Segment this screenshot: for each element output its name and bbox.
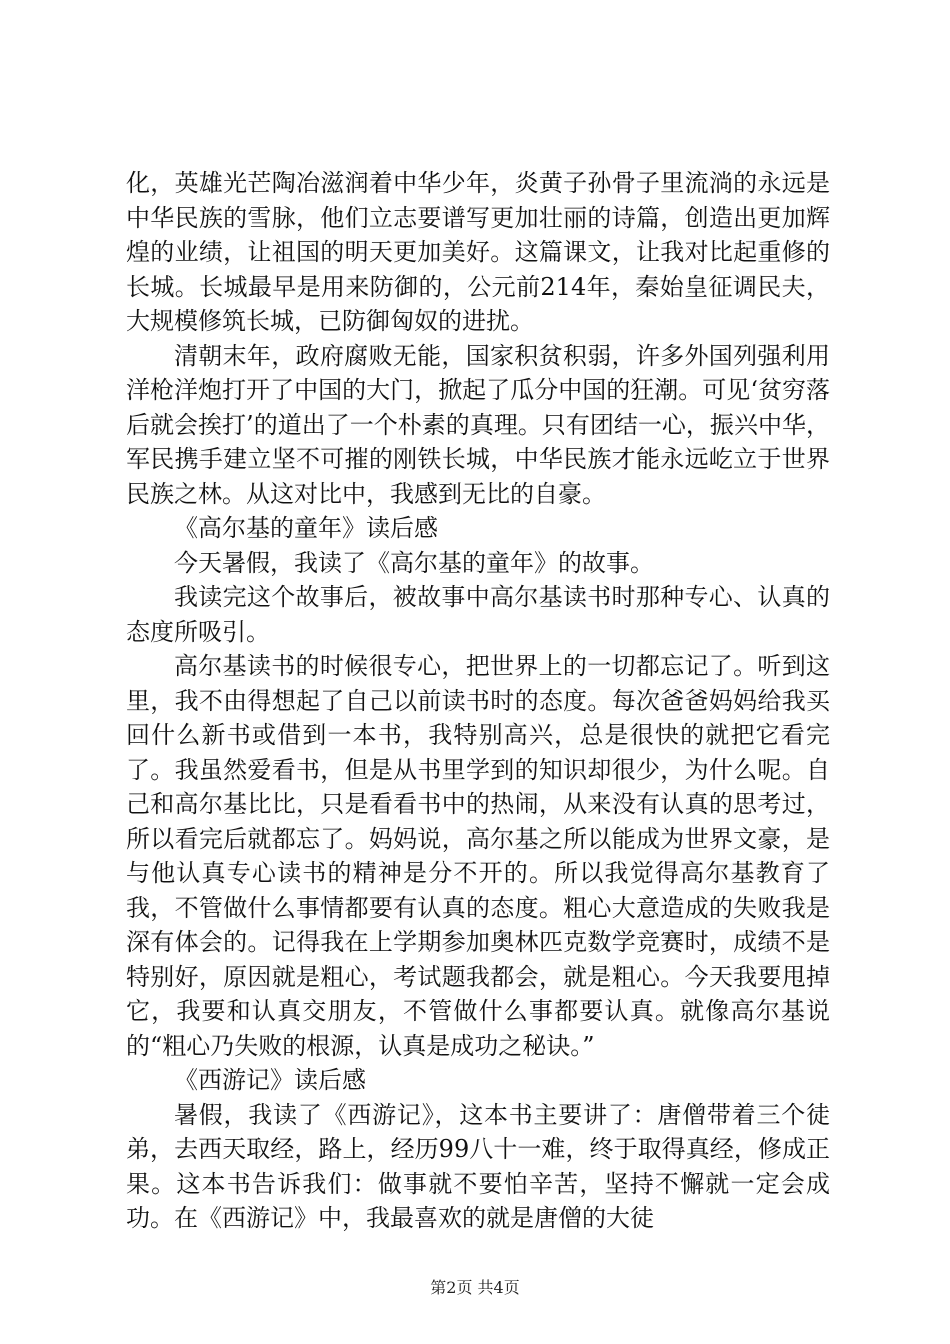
- paragraph-gorky-reflection: 高尔基读书的时候很专心，把世界上的一切都忘记了。听到这里，我不由得想起了自己以前读书时的态度。每次爸爸妈妈给我买回什么新书或借到一本书，我特别高兴，总是很快的就把它看完了。我虽然爱看书，但是从书里学到的知识却很少，为什么呢。自己和高尔基比比，只是看看书中的热闹，从来没有认真的思考过，所以看完后就都忘了。妈妈说，高尔基之所以能成为世界文豪，是与他认真专心读书的精神是分不开的。所以我觉得高尔基教育了我，不管做什么事情都要有认真的态度。粗心大意造成的失败我是深有体会的。记得我在上学期参加奥林匹克数学竞赛时，成绩不是特别好，原因就是粗心，考试题我都会，就是粗心。今天我要甩掉它，我要和认真交朋友，不管做什么事都要认真。就像高尔基说的“粗心乃失败的根源，认真是成功之秘诀。”: [126, 652, 830, 1060]
- paragraph-gorky-attitude: 我读完这个故事后，被故事中高尔基读书时那种专心、认真的态度所吸引。: [126, 583, 830, 646]
- paragraph-great-wall-continued: 化，英雄光芒陶冶滋润着中华少年，炎黄子孙骨子里流淌的永远是中华民族的雪脉，他们立志要谱写更加壮丽的诗篇，创造出更加辉煌的业绩，让祖国的明天更加美好。这篇课文，让我对比起重修的长城。长城最早是用来防御的，公元前214年，秦始皇征调民夫，大规模修筑长城，已防御匈奴的进扰。: [126, 169, 830, 335]
- paragraph-gorky-intro: 今天暑假，我读了《高尔基的童年》的故事。: [174, 548, 654, 577]
- document-body: [126, 166, 830, 1236]
- section-title-journey-west: 《西游记》读后感: [174, 1066, 366, 1094]
- page-number-footer: 第2页 共4页: [430, 1278, 520, 1297]
- paragraph-journey-west: 暑假，我读了《西游记》，这本书主要讲了：唐僧带着三个徒弟，去西天取经，路上，经历99八十一难，终于取得真经，修成正果。这本书告诉我们：做事就不要怕辛苦，坚持不懈就一定会成功。在《西游记》中，我最喜欢的就是唐僧的大徒: [126, 1100, 830, 1232]
- paragraph-qing-dynasty: 清朝末年，政府腐败无能，国家积贫积弱，许多外国列强利用洋枪洋炮打开了中国的大门，掀起了瓜分中国的狂潮。可见‘贫穷落后就会挨打’的道出了一个朴素的真理。只有团结一心，振兴中华，军民携手建立坚不可摧的刚铁长城，中华民族才能永远屹立于世界民族之林。从这对比中，我感到无比的自豪。: [126, 341, 830, 508]
- section-title-gorky: 《高尔基的童年》读后感: [174, 514, 438, 542]
